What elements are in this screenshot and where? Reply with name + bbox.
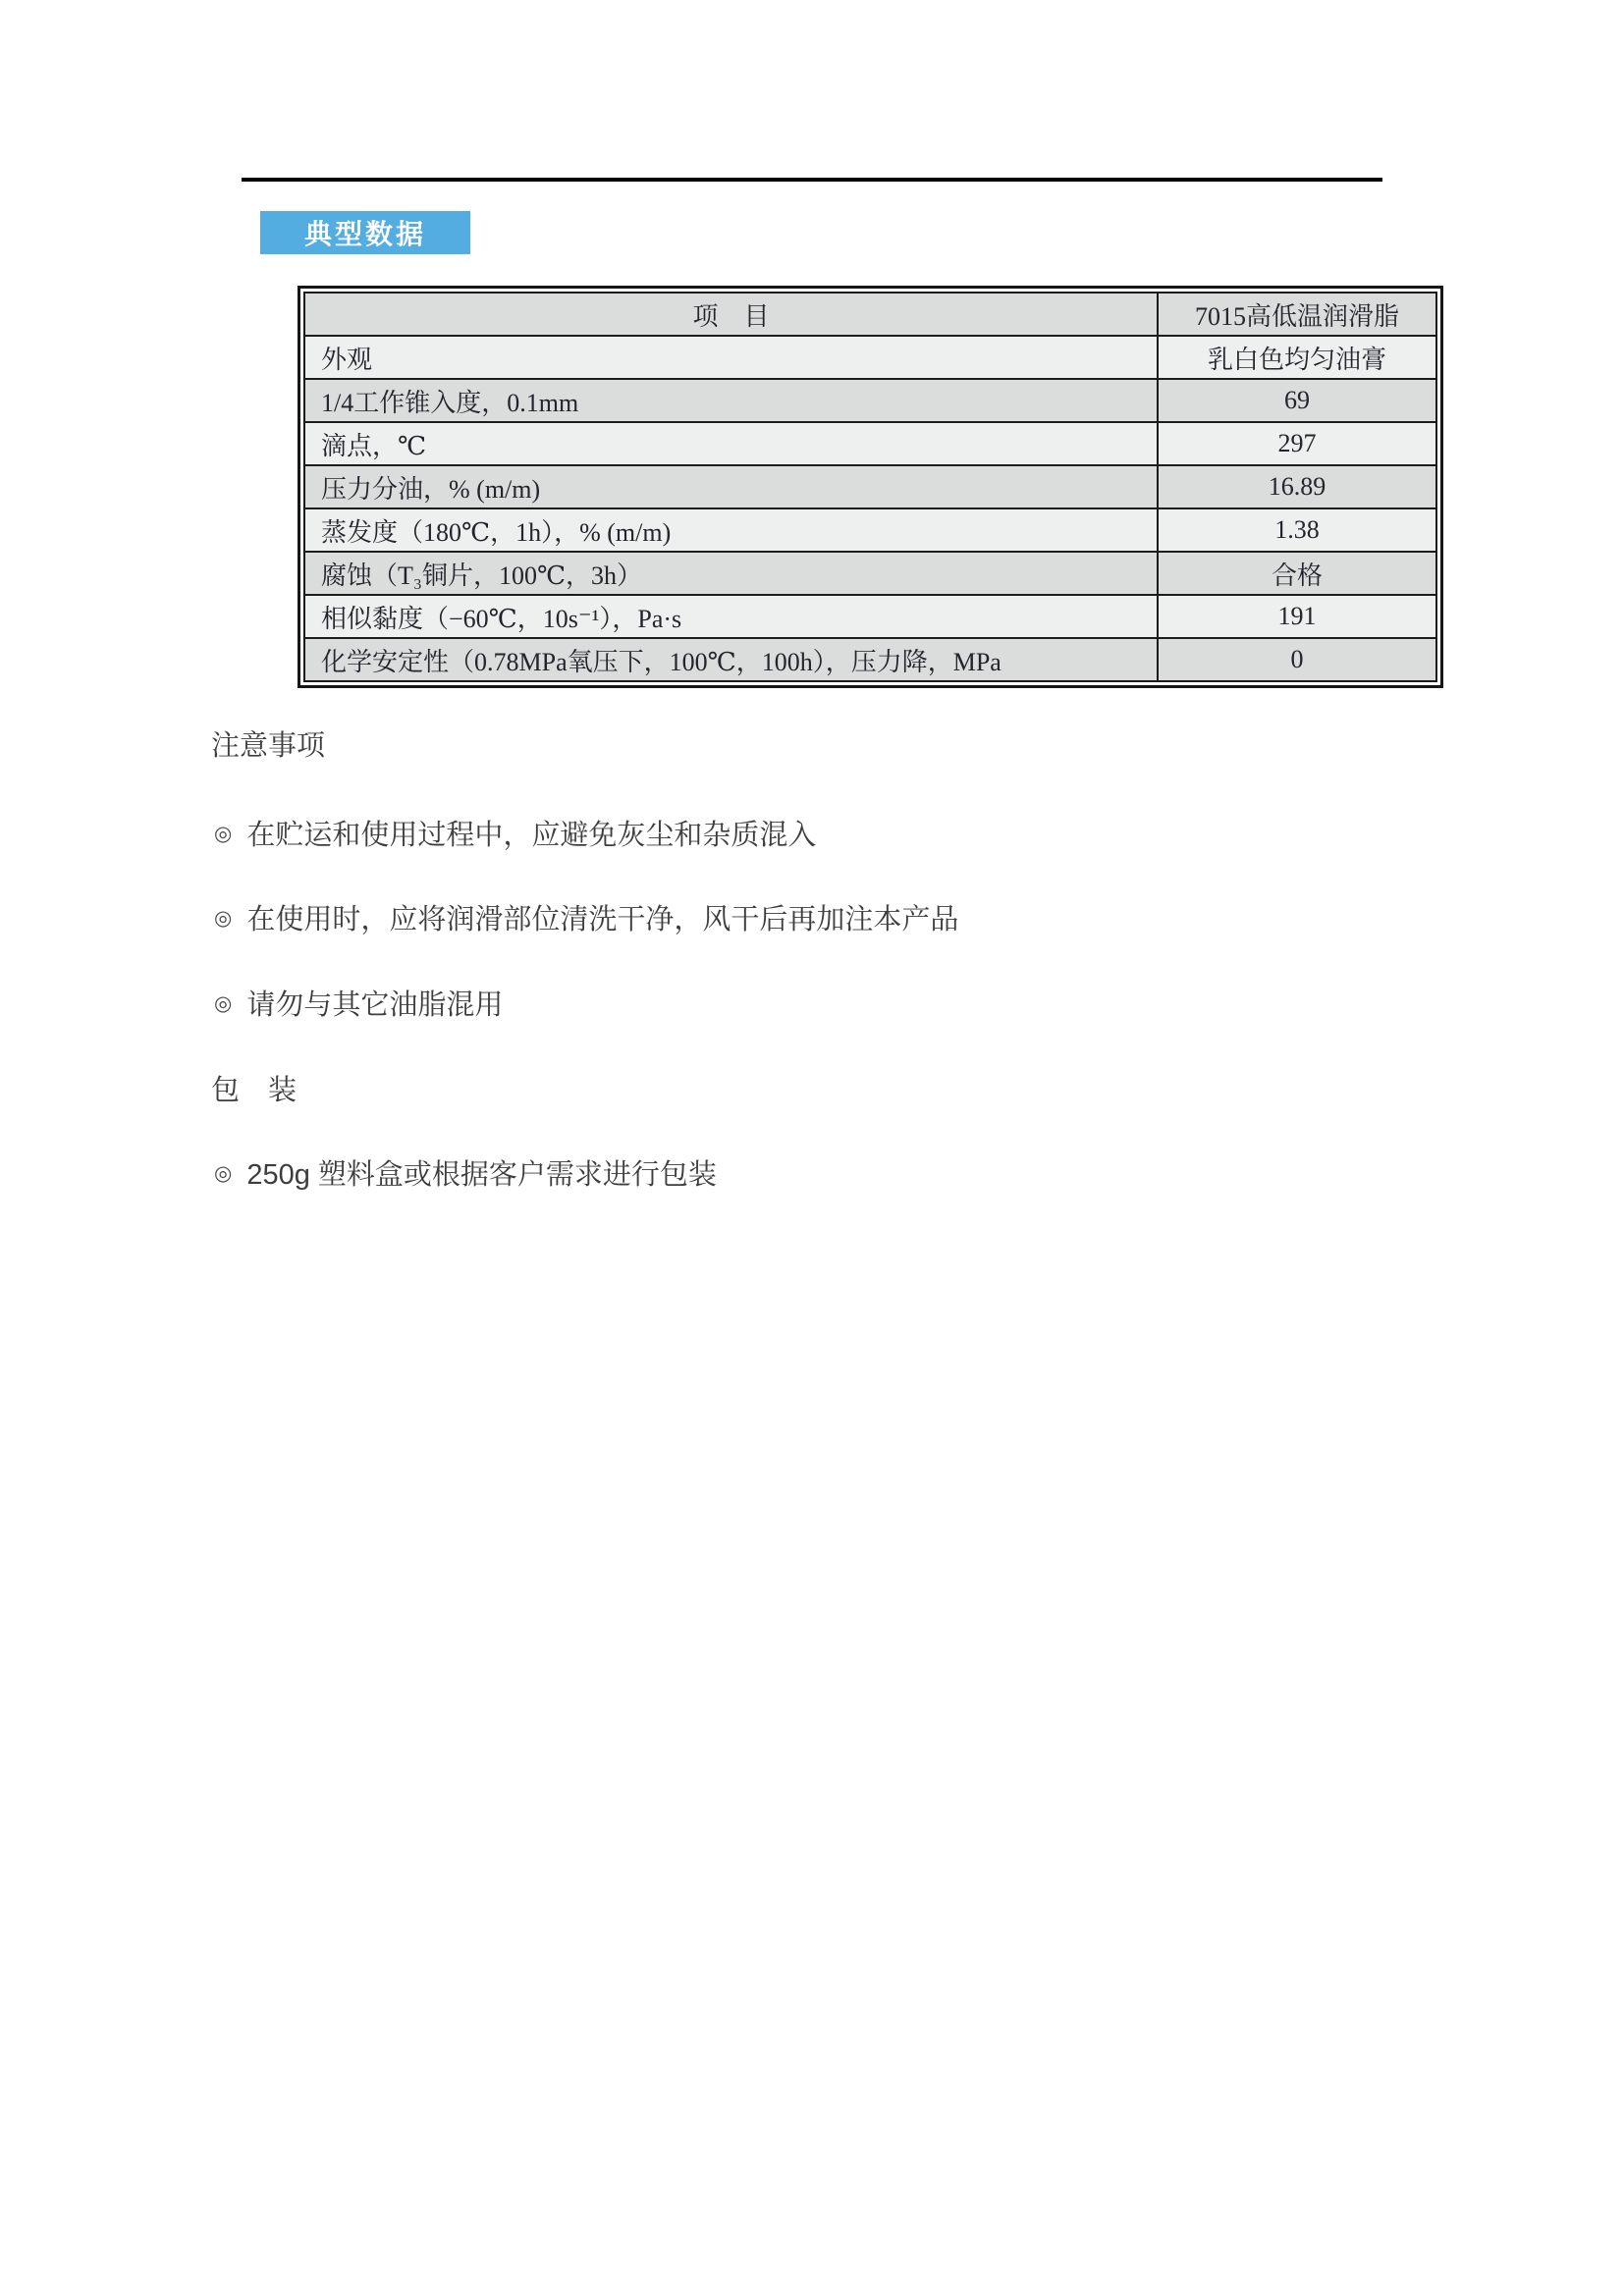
row-item-value: 191	[1158, 595, 1436, 638]
ring-bullet-icon: ◎	[214, 992, 233, 1015]
table-row	[304, 465, 1436, 508]
row-item-value: 合格	[1158, 552, 1436, 595]
row-item-label: 腐蚀（T₃铜片，100℃，3h）	[304, 552, 1158, 595]
table-row	[304, 508, 1436, 552]
section-badge-typical-data	[260, 211, 470, 254]
table-header-row	[304, 293, 1436, 336]
table-row	[304, 552, 1436, 595]
row-item-value: 1.38	[1158, 508, 1436, 552]
notes-heading: 注意事项	[211, 730, 326, 762]
row-item-value: 16.89	[1158, 465, 1436, 508]
table-header-product: 7015高低温润滑脂	[1158, 293, 1436, 336]
row-item-value: 0	[1158, 638, 1436, 681]
table-row	[304, 379, 1436, 422]
table-row	[304, 336, 1436, 379]
note-item	[214, 818, 816, 853]
note-item	[214, 902, 958, 937]
ring-bullet-icon: ◎	[214, 823, 233, 845]
section-badge-label: 典型数据	[303, 219, 426, 249]
row-item-value: 69	[1158, 379, 1436, 422]
row-item-label: 蒸发度（180℃，1h），% (m/m)	[304, 508, 1158, 552]
note-item-text: 在贮运和使用过程中，应避免灰尘和杂质混入	[246, 820, 817, 851]
table-row	[304, 638, 1436, 681]
note-item	[214, 988, 503, 1023]
row-item-label: 滴点，℃	[304, 422, 1158, 465]
spec-table	[303, 292, 1437, 682]
row-item-value: 乳白色均匀油膏	[1158, 336, 1436, 379]
packaging-item-text: 250g 塑料盒或根据客户需求进行包装	[246, 1159, 717, 1191]
packaging-heading: 包 装	[211, 1075, 298, 1106]
packaging-item	[214, 1157, 717, 1193]
row-item-value: 297	[1158, 422, 1436, 465]
row-item-label: 压力分油，% (m/m)	[304, 465, 1158, 508]
note-item-text: 请勿与其它油脂混用	[246, 989, 504, 1021]
row-item-label: 外观	[304, 336, 1158, 379]
top-divider-rule	[242, 178, 1382, 182]
row-item-label: 相似黏度（−60℃，10s⁻¹），Pa·s	[304, 595, 1158, 638]
ring-bullet-icon: ◎	[214, 1162, 233, 1185]
note-item-text: 在使用时，应将润滑部位清洗干净，风干后再加注本产品	[246, 904, 959, 935]
table-header-item: 项 目	[304, 293, 1158, 336]
ring-bullet-icon: ◎	[214, 907, 233, 930]
row-item-label: 化学安定性（0.78MPa氧压下，100℃，100h），压力降，MPa	[304, 638, 1158, 681]
spec-table-frame	[298, 286, 1443, 688]
row-item-label: 1/4工作锥入度，0.1mm	[304, 379, 1158, 422]
table-row	[304, 422, 1436, 465]
table-row	[304, 595, 1436, 638]
